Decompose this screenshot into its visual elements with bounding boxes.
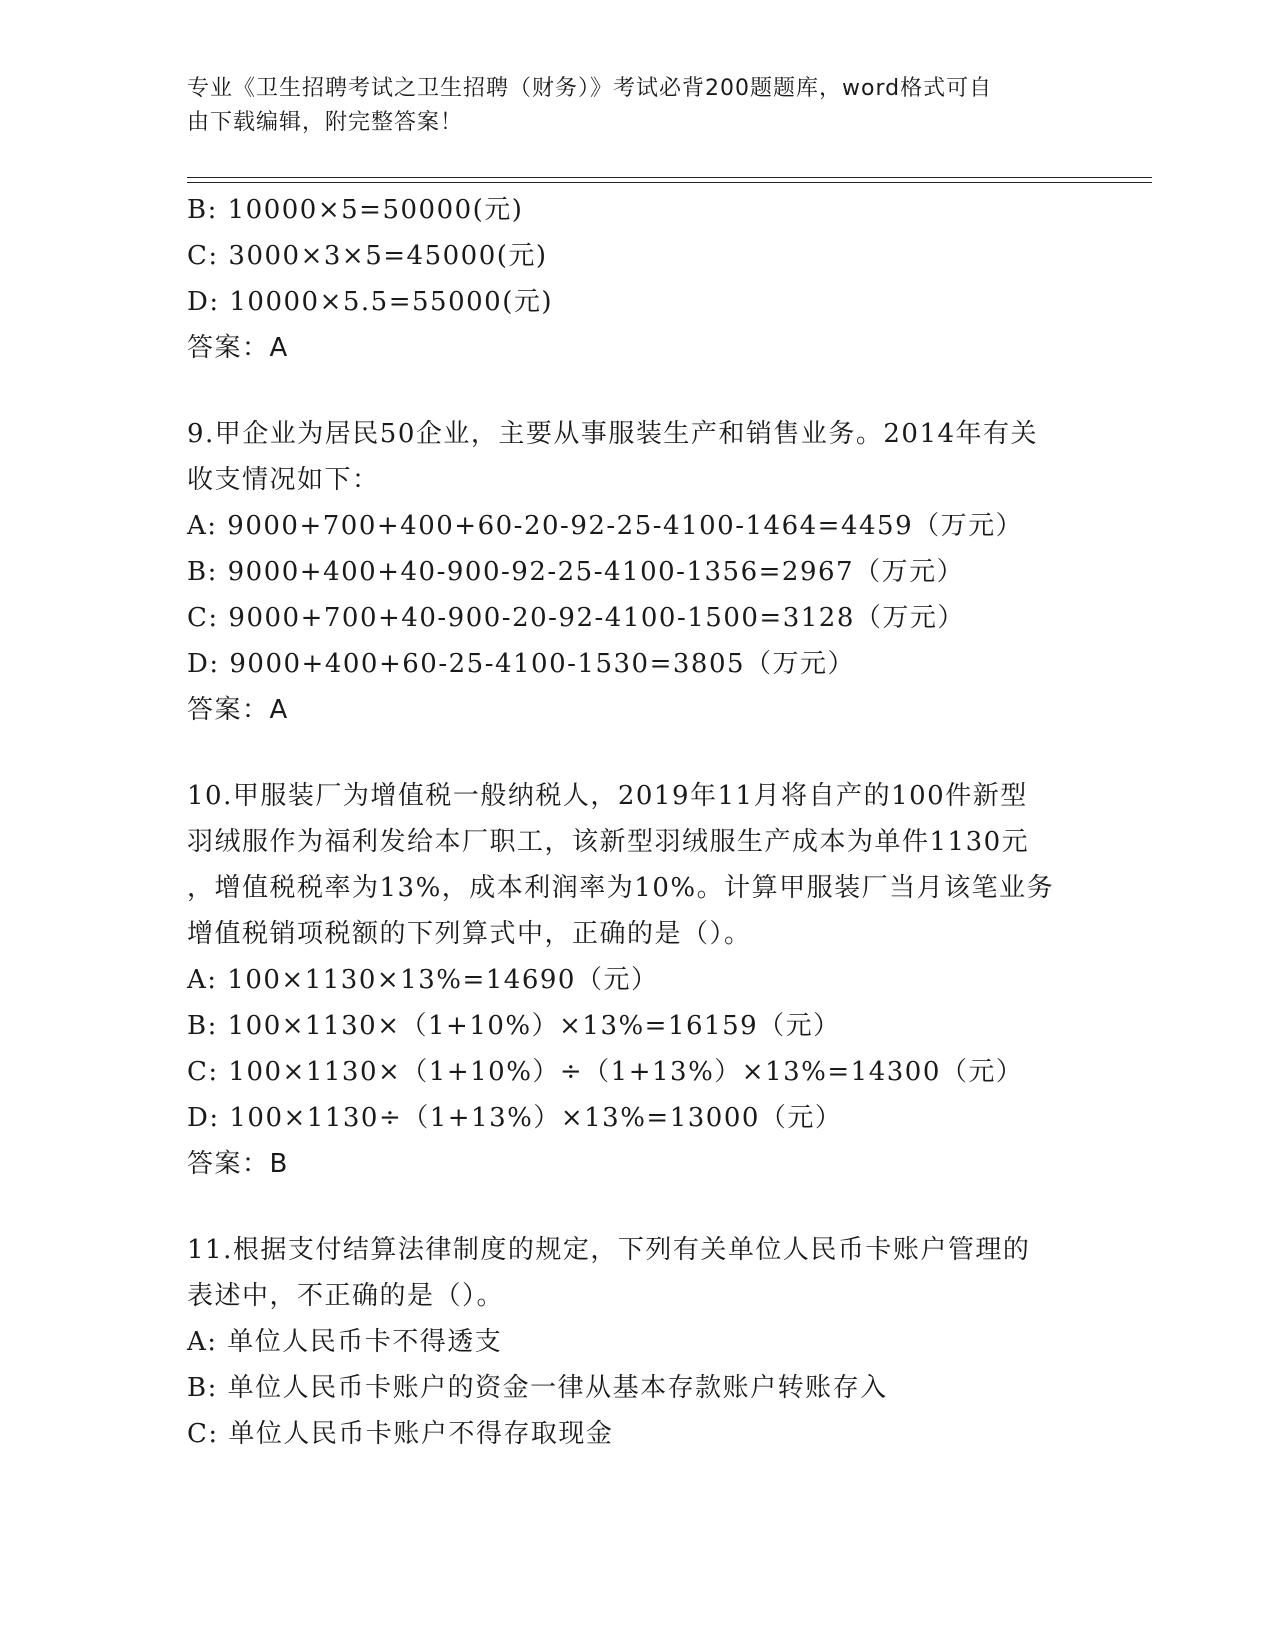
header-line-1: 专业《卫生招聘考试之卫生招聘（财务）》考试必背200题题库，word格式可自 [187, 76, 993, 101]
option-b: B: 单位人民币卡账户的资金一律从基本存款账户转账存入 [187, 1373, 888, 1403]
option-a: A: 9000+700+400+60-20-92-25-4100-1464=4459（万元） [187, 511, 1024, 541]
answer: 答案：A [187, 333, 289, 363]
question-stem-line: 羽绒服作为福利发给本厂职工，该新型羽绒服生产成本为单件1130元 [187, 827, 1030, 857]
option-d: D: 9000+400+60-25-4100-1530=3805（万元） [187, 649, 856, 679]
option-a: A: 100×1130×13%=14690（元） [187, 965, 659, 995]
spacer [187, 1187, 1087, 1227]
header-divider-bottom [187, 182, 1152, 183]
option-d: D: 10000×5.5=55000(元) [187, 287, 553, 317]
question-stem-line: 9.甲企业为居民50企业，主要从事服装生产和销售业务。2014年有关 [187, 419, 1039, 449]
header-divider-top [187, 177, 1152, 178]
option-b: B: 10000×5=50000(元) [187, 195, 524, 225]
spacer [187, 371, 1087, 411]
option-c: C: 9000+700+40-900-20-92-4100-1500=3128（万元） [187, 603, 965, 633]
question-content [187, 187, 1087, 1457]
question-stem-line: 收支情况如下： [187, 465, 380, 495]
question-stem-line: ，增值税税率为13%，成本利润率为10%。计算甲服装厂当月该笔业务 [187, 873, 1055, 903]
option-a: A: 单位人民币卡不得透支 [187, 1327, 503, 1357]
option-c: C: 3000×3×5=45000(元) [187, 241, 548, 271]
question-stem-line: 表述中，不正确的是（）。 [187, 1281, 505, 1311]
question-10 [187, 773, 1087, 1187]
answer: 答案：A [187, 695, 289, 725]
option-b: B: 100×1130×（1+10%）×13%=16159（元） [187, 1011, 841, 1041]
option-c: C: 100×1130×（1+10%）÷（1+13%）×13%=14300（元） [187, 1057, 1024, 1087]
spacer [187, 733, 1087, 773]
option-b: B: 9000+400+40-900-92-25-4100-1356=2967（万元） [187, 557, 965, 587]
option-d: D: 100×1130÷（1+13%）×13%=13000（元） [187, 1103, 843, 1133]
option-c: C: 单位人民币卡账户不得存取现金 [187, 1419, 614, 1449]
question-stem-line: 10.甲服装厂为增值税一般纳税人，2019年11月将自产的100件新型 [187, 781, 1028, 811]
header-line-2: 由下载编辑，附完整答案！ [187, 110, 464, 135]
question-stem-line: 增值税销项税额的下列算式中，正确的是（）。 [187, 919, 752, 949]
document-header [187, 72, 1067, 140]
question-11 [187, 1227, 1087, 1457]
question-9 [187, 411, 1087, 733]
question-8 [187, 187, 1087, 371]
question-stem-line: 11.根据支付结算法律制度的规定，下列有关单位人民币卡账户管理的 [187, 1235, 1031, 1265]
answer: 答案：B [187, 1149, 289, 1179]
